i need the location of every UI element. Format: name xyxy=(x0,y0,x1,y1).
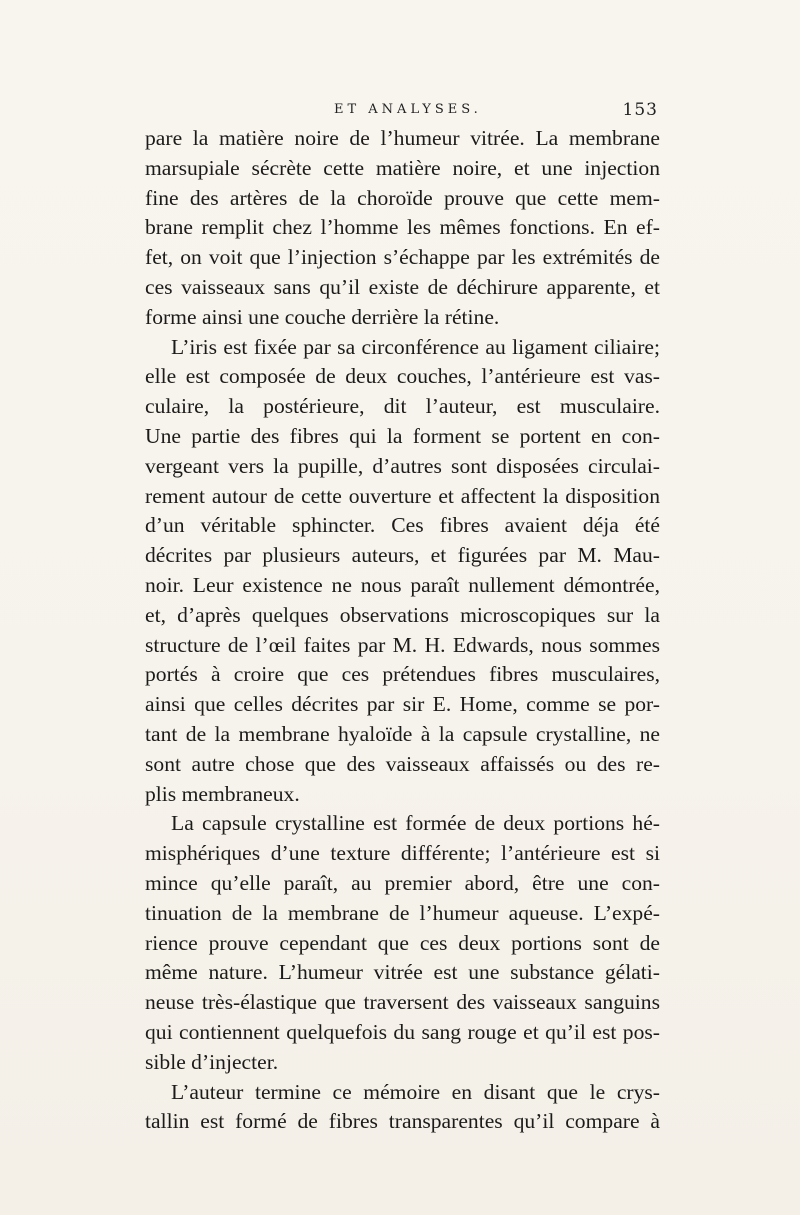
text-line: structure de l’œil faites par M. H. Edwards, nous sommes xyxy=(145,632,660,657)
text-line: ainsi que celles décrites par sir E. Home, comme se por- xyxy=(145,692,660,717)
text-line: fet, on voit que l’injection s’échappe par les extrémités de xyxy=(145,245,660,270)
text-line: même nature. L’humeur vitrée est une substance gélati- xyxy=(145,960,660,985)
text-line: misphériques d’une texture différente; l’antérieure est si xyxy=(145,841,660,866)
text-line: pare la matière noire de l’humeur vitrée. La membrane xyxy=(145,126,660,150)
text-line: d’un véritable sphincter. Ces fibres avaient déja été xyxy=(145,513,660,538)
paragraph-3 xyxy=(145,809,660,1077)
text-line: fine des artères de la choroïde prouve que cette mem- xyxy=(145,185,660,210)
text-line: elle est composée de deux couches, l’antérieure est vas- xyxy=(145,364,660,389)
text-line: vergeant vers la pupille, d’autres sont disposées circulai- xyxy=(145,453,660,478)
text-line: L’iris est fixée par sa circonférence au ligament ciliaire; xyxy=(171,334,660,359)
text-line: portés à croire que ces prétendues fibres musculaires, xyxy=(145,662,660,687)
text-line: rement autour de cette ouverture et affectent la disposition xyxy=(145,483,660,508)
text-line: rience prouve cependant que ces deux portions sont de xyxy=(145,930,660,955)
text-line: brane remplit chez l’homme les mêmes fonctions. En ef- xyxy=(145,215,660,240)
text-line: culaire, la postérieure, dit l’auteur, est musculaire. xyxy=(145,394,660,419)
paragraph-4 xyxy=(145,1078,660,1138)
running-title: ET ANALYSES. xyxy=(334,102,482,117)
text-line: décrites par plusieurs auteurs, et figurées par M. Mau- xyxy=(145,543,660,568)
text-line: tinuation de la membrane de l’humeur aqueuse. L’expé- xyxy=(145,900,660,925)
text-line: La capsule crystalline est formée de deux portions hé- xyxy=(171,811,660,836)
text-line: forme ainsi une couche derrière la rétine. xyxy=(145,304,500,329)
text-line: neuse très-élastique que traversent des vaisseaux sanguins xyxy=(145,990,660,1015)
text-line: marsupiale sécrète cette matière noire, et une injection xyxy=(145,155,660,180)
text-line: et, d’après quelques observations microscopiques sur la xyxy=(145,602,660,627)
text-line: L’auteur termine ce mémoire en disant que le crys- xyxy=(171,1079,660,1104)
text-line: plis membraneux. xyxy=(145,781,300,806)
text-line: sont autre chose que des vaisseaux affaissés ou des re- xyxy=(145,751,660,776)
page-number: 153 xyxy=(622,100,658,120)
text-line: Une partie des fibres qui la forment se portent en con- xyxy=(145,423,660,448)
text-line: noir. Leur existence ne nous paraît nullement démontrée, xyxy=(145,572,660,597)
paragraph-1 xyxy=(145,124,660,333)
paragraph-2 xyxy=(145,333,660,810)
text-line: sible d’injecter. xyxy=(145,1049,279,1074)
text-line: ces vaisseaux sans qu’il existe de déchirure apparente, et xyxy=(145,274,660,299)
text-line: qui contiennent quelquefois du sang rouge et qu’il est pos- xyxy=(145,1019,660,1044)
text-line: tant de la membrane hyaloïde à la capsule crystalline, ne xyxy=(145,721,660,746)
text-line: mince qu’elle paraît, au premier abord, être une con- xyxy=(145,870,660,895)
body-text xyxy=(145,124,660,1137)
text-line: tallin est formé de fibres transparentes qu’il compare à xyxy=(145,1109,660,1134)
